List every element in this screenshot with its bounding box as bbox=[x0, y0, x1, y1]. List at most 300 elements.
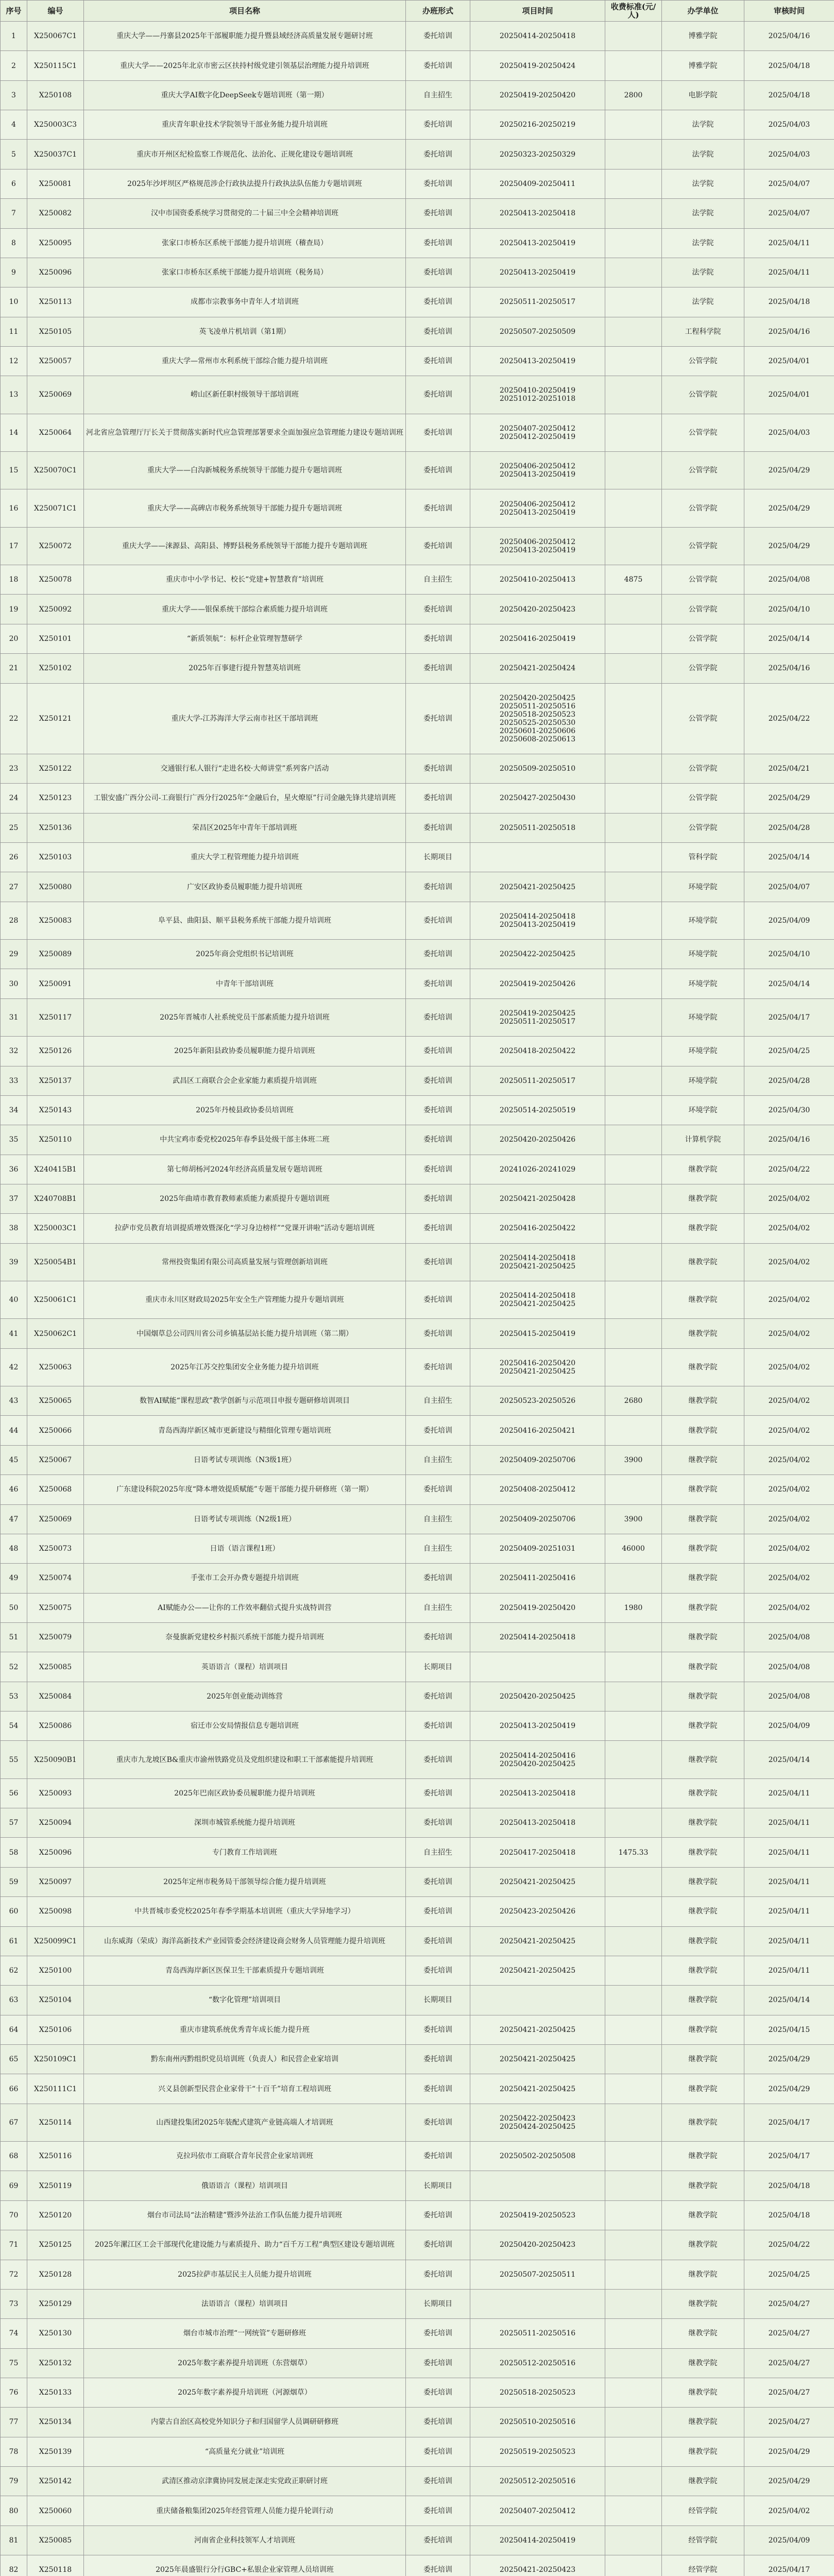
table-row bbox=[1, 1838, 834, 1867]
table-row bbox=[1, 754, 834, 783]
cell-project-name: 中共晋城市委党校2025年春季学期基本培训班（重庆大学异地学习） bbox=[84, 1897, 406, 1926]
cell-index: 22 bbox=[1, 683, 27, 754]
cell-organizer: 继教学院 bbox=[662, 1711, 744, 1741]
cell-project-time: 20250416-20250422 bbox=[470, 1214, 605, 1243]
cell-code: X250094 bbox=[27, 1808, 84, 1838]
cell-review-date: 2025/04/03 bbox=[744, 414, 834, 451]
cell-project-time: 20250416-20250421 bbox=[470, 1416, 605, 1445]
cell-project-time: 20250427-20250430 bbox=[470, 784, 605, 813]
cell-fee bbox=[605, 452, 662, 489]
cell-format: 委托培训 bbox=[406, 1214, 470, 1243]
cell-code: X250057 bbox=[27, 346, 84, 376]
cell-fee bbox=[605, 1808, 662, 1838]
cell-project-name: 中青年干部培训班 bbox=[84, 969, 406, 998]
cell-index: 23 bbox=[1, 754, 27, 783]
cell-index: 72 bbox=[1, 2260, 27, 2289]
cell-project-name: 宿迁市公安局情报信息专题培训班 bbox=[84, 1711, 406, 1741]
cell-project-name: 中国烟草总公司四川省公司乡镇基层站长能力提升培训班（第二期） bbox=[84, 1319, 406, 1348]
cell-format: 委托培训 bbox=[406, 1416, 470, 1445]
cell-index: 51 bbox=[1, 1622, 27, 1652]
table-row bbox=[1, 1652, 834, 1682]
table-row bbox=[1, 1416, 834, 1445]
table-row bbox=[1, 51, 834, 80]
cell-organizer: 继教学院 bbox=[662, 1475, 744, 1504]
cell-project-time: 20250421-20250425 bbox=[470, 872, 605, 902]
cell-review-date: 2025/04/29 bbox=[744, 489, 834, 527]
cell-format: 委托培训 bbox=[406, 1778, 470, 1808]
cell-organizer: 法学院 bbox=[662, 258, 744, 287]
cell-index: 55 bbox=[1, 1741, 27, 1778]
cell-project-name: 重庆大学——丹寨县2025年干部履职能力提升暨县域经济高质量发展专题研讨班 bbox=[84, 22, 406, 51]
cell-project-time: 20250414-20250416 20250420-20250425 bbox=[470, 1741, 605, 1778]
cell-project-time: 20250408-20250412 bbox=[470, 1475, 605, 1504]
cell-index: 64 bbox=[1, 2015, 27, 2044]
cell-review-date: 2025/04/28 bbox=[744, 813, 834, 842]
cell-project-name: 深圳市城管系统能力提升培训班 bbox=[84, 1808, 406, 1838]
cell-project-name: 内蒙古自治区高校党外知识分子和归国留学人员调研研修班 bbox=[84, 2408, 406, 2437]
cell-project-name: 河南省企业科技领军人才培训班 bbox=[84, 2526, 406, 2555]
cell-project-name: 阜平县、曲阳县、顺平县税务系统干部能力提升培训班 bbox=[84, 902, 406, 939]
cell-code: X250093 bbox=[27, 1778, 84, 1808]
cell-project-time: 20250413-20250418 bbox=[470, 1808, 605, 1838]
table-row bbox=[1, 1445, 834, 1475]
cell-fee bbox=[605, 683, 662, 754]
cell-code: X250073 bbox=[27, 1534, 84, 1563]
table-row bbox=[1, 287, 834, 317]
cell-index: 14 bbox=[1, 414, 27, 451]
cell-project-time: 20250421-20250425 bbox=[470, 2045, 605, 2074]
cell-review-date: 2025/04/03 bbox=[744, 110, 834, 140]
table-row bbox=[1, 1682, 834, 1711]
cell-format: 委托培训 bbox=[406, 683, 470, 754]
cell-fee: 1980 bbox=[605, 1593, 662, 1622]
cell-format: 委托培训 bbox=[406, 2348, 470, 2378]
cell-review-date: 2025/04/16 bbox=[744, 22, 834, 51]
table-row bbox=[1, 1926, 834, 1956]
cell-project-time: 20250421-20250425 bbox=[470, 1867, 605, 1896]
cell-organizer: 经管学院 bbox=[662, 2526, 744, 2555]
cell-code: X250082 bbox=[27, 199, 84, 228]
cell-organizer: 继教学院 bbox=[662, 1534, 744, 1563]
cell-project-time: 20250418-20250422 bbox=[470, 1037, 605, 1066]
cell-format: 委托培训 bbox=[406, 2408, 470, 2437]
cell-code: X250061C1 bbox=[27, 1281, 84, 1319]
cell-index: 57 bbox=[1, 1808, 27, 1838]
cell-organizer: 继教学院 bbox=[662, 2378, 744, 2407]
cell-organizer: 公管学院 bbox=[662, 784, 744, 813]
cell-review-date: 2025/04/08 bbox=[744, 565, 834, 595]
cell-project-time: 20250502-20250508 bbox=[470, 2142, 605, 2171]
cell-format: 自主招生 bbox=[406, 1593, 470, 1622]
cell-review-date: 2025/04/02 bbox=[744, 1319, 834, 1348]
cell-organizer: 继教学院 bbox=[662, 1386, 744, 1416]
cell-index: 61 bbox=[1, 1926, 27, 1956]
cell-review-date: 2025/04/27 bbox=[744, 2408, 834, 2437]
table-row bbox=[1, 595, 834, 624]
cell-index: 81 bbox=[1, 2526, 27, 2555]
cell-organizer: 公管学院 bbox=[662, 683, 744, 754]
table-row bbox=[1, 1184, 834, 1213]
cell-code: X250117 bbox=[27, 998, 84, 1036]
table-row bbox=[1, 2348, 834, 2378]
cell-format: 委托培训 bbox=[406, 317, 470, 346]
cell-index: 80 bbox=[1, 2496, 27, 2526]
cell-project-name: 中共宝鸡市委党校2025年春季县处级干部主体班二班 bbox=[84, 1125, 406, 1155]
cell-project-name: 重庆大学-江苏海洋大学云南市社区干部培训班 bbox=[84, 683, 406, 754]
cell-fee bbox=[605, 1564, 662, 1593]
cell-index: 29 bbox=[1, 940, 27, 969]
cell-review-date: 2025/04/02 bbox=[744, 1534, 834, 1563]
cell-project-time: 20250409-20250706 bbox=[470, 1445, 605, 1475]
cell-organizer: 环境学院 bbox=[662, 1066, 744, 1095]
cell-fee bbox=[605, 2171, 662, 2200]
cell-format: 委托培训 bbox=[406, 140, 470, 169]
cell-review-date: 2025/04/03 bbox=[744, 140, 834, 169]
cell-format: 委托培训 bbox=[406, 2496, 470, 2526]
cell-review-date: 2025/04/29 bbox=[744, 2074, 834, 2104]
cell-project-name: 重庆青年职业技术学院领导干部业务能力提升培训班 bbox=[84, 110, 406, 140]
cell-index: 42 bbox=[1, 1348, 27, 1386]
cell-format: 委托培训 bbox=[406, 2200, 470, 2230]
cell-fee bbox=[605, 1926, 662, 1956]
cell-index: 48 bbox=[1, 1534, 27, 1563]
cell-review-date: 2025/04/16 bbox=[744, 654, 834, 683]
cell-index: 56 bbox=[1, 1778, 27, 1808]
cell-project-name: 日语考试专项训练（N2级1班） bbox=[84, 1504, 406, 1534]
table-row bbox=[1, 1622, 834, 1652]
cell-fee bbox=[605, 595, 662, 624]
cell-project-time: 20250410-20250413 bbox=[470, 565, 605, 595]
cell-fee bbox=[605, 1214, 662, 1243]
table-row bbox=[1, 2496, 834, 2526]
cell-project-time: 20250417-20250418 bbox=[470, 1838, 605, 1867]
cell-code: X240415B1 bbox=[27, 1155, 84, 1184]
cell-fee bbox=[605, 1867, 662, 1896]
cell-fee bbox=[605, 2045, 662, 2074]
cell-project-name: 2025年数字素养提升培训班（河源烟草） bbox=[84, 2378, 406, 2407]
cell-project-time: 20250420-20250425 20250511-20250516 20250518-20250523 20250525-20250530 20250601-20250606 20250608-20250613 bbox=[470, 683, 605, 754]
cell-organizer: 继教学院 bbox=[662, 1445, 744, 1475]
table-row bbox=[1, 2467, 834, 2496]
table-row bbox=[1, 1214, 834, 1243]
cell-fee bbox=[605, 414, 662, 451]
cell-review-date: 2025/04/16 bbox=[744, 317, 834, 346]
cell-organizer: 继教学院 bbox=[662, 2171, 744, 2200]
cell-index: 49 bbox=[1, 1564, 27, 1593]
cell-project-name: 克拉玛依市工商联合青年民营企业家培训班 bbox=[84, 2142, 406, 2171]
cell-code: X250095 bbox=[27, 228, 84, 258]
cell-review-date: 2025/04/14 bbox=[744, 842, 834, 872]
cell-project-name: 重庆大学工程管理能力提升培训班 bbox=[84, 842, 406, 872]
cell-fee: 2680 bbox=[605, 1386, 662, 1416]
cell-code: X250054B1 bbox=[27, 1243, 84, 1281]
cell-fee bbox=[605, 940, 662, 969]
cell-review-date: 2025/04/29 bbox=[744, 527, 834, 565]
cell-format: 委托培训 bbox=[406, 287, 470, 317]
cell-index: 2 bbox=[1, 51, 27, 80]
table-row bbox=[1, 346, 834, 376]
table-row bbox=[1, 527, 834, 565]
cell-organizer: 公管学院 bbox=[662, 754, 744, 783]
cell-project-time: 20250420-20250423 bbox=[470, 595, 605, 624]
cell-code: X250003C3 bbox=[27, 110, 84, 140]
cell-project-name: 重庆市中小学书记、校长“党建+智慧教育”培训班 bbox=[84, 565, 406, 595]
cell-review-date: 2025/04/08 bbox=[744, 1682, 834, 1711]
cell-project-time: 20250413-20250419 bbox=[470, 1711, 605, 1741]
cell-project-time: 20250406-20250412 20250413-20250419 bbox=[470, 452, 605, 489]
cell-organizer: 公管学院 bbox=[662, 565, 744, 595]
cell-index: 46 bbox=[1, 1475, 27, 1504]
cell-format: 委托培训 bbox=[406, 872, 470, 902]
cell-format: 委托培训 bbox=[406, 1281, 470, 1319]
cell-format: 委托培训 bbox=[406, 228, 470, 258]
table-row bbox=[1, 169, 834, 198]
table-row bbox=[1, 1066, 834, 1095]
cell-format: 委托培训 bbox=[406, 1095, 470, 1125]
cell-review-date: 2025/04/11 bbox=[744, 228, 834, 258]
cell-code: X250122 bbox=[27, 754, 84, 783]
cell-organizer: 继教学院 bbox=[662, 2289, 744, 2318]
cell-format: 委托培训 bbox=[406, 902, 470, 939]
cell-format: 委托培训 bbox=[406, 2230, 470, 2260]
cell-code: X250080 bbox=[27, 872, 84, 902]
cell-code: X250125 bbox=[27, 2230, 84, 2260]
cell-fee bbox=[605, 2015, 662, 2044]
cell-project-name: 2025年百事建行提升智慧英培训班 bbox=[84, 654, 406, 683]
cell-review-date: 2025/04/11 bbox=[744, 1926, 834, 1956]
cell-code: X250060 bbox=[27, 2496, 84, 2526]
cell-review-date: 2025/04/16 bbox=[744, 1125, 834, 1155]
cell-index: 3 bbox=[1, 80, 27, 110]
cell-project-time: 20250413-20250419 bbox=[470, 346, 605, 376]
cell-format: 委托培训 bbox=[406, 654, 470, 683]
table-row bbox=[1, 1593, 834, 1622]
cell-index: 6 bbox=[1, 169, 27, 198]
cell-fee bbox=[605, 1475, 662, 1504]
cell-project-name: “数字化管理”培训项目 bbox=[84, 1986, 406, 2015]
cell-review-date: 2025/04/02 bbox=[744, 1386, 834, 1416]
cell-format: 委托培训 bbox=[406, 258, 470, 287]
cell-organizer: 博雅学院 bbox=[662, 51, 744, 80]
cell-project-time: 20250510-20250516 bbox=[470, 2408, 605, 2437]
cell-fee: 3900 bbox=[605, 1504, 662, 1534]
cell-review-date: 2025/04/14 bbox=[744, 624, 834, 653]
cell-project-name: 2025年江苏交控集团安全业务能力提升培训班 bbox=[84, 1348, 406, 1386]
cell-index: 47 bbox=[1, 1504, 27, 1534]
table-row bbox=[1, 2526, 834, 2555]
cell-fee bbox=[605, 1956, 662, 1985]
cell-organizer: 法学院 bbox=[662, 110, 744, 140]
cell-project-time: 20250407-20250412 bbox=[470, 2496, 605, 2526]
cell-code: X250092 bbox=[27, 595, 84, 624]
cell-index: 26 bbox=[1, 842, 27, 872]
cell-project-time: 20250421-20250423 bbox=[470, 2555, 605, 2576]
cell-organizer: 继教学院 bbox=[662, 1155, 744, 1184]
table-row bbox=[1, 228, 834, 258]
cell-project-name: 拉萨市党员教育培训提质增效暨深化“学习身边榜样”“党课开讲啦”活动专题培训班 bbox=[84, 1214, 406, 1243]
table-row bbox=[1, 1808, 834, 1838]
cell-format: 长期项目 bbox=[406, 1986, 470, 2015]
cell-code: X250085 bbox=[27, 1652, 84, 1682]
cell-project-time bbox=[470, 842, 605, 872]
cell-organizer: 继教学院 bbox=[662, 1778, 744, 1808]
cell-code: X250096 bbox=[27, 258, 84, 287]
cell-project-time: 20241026-20241029 bbox=[470, 1155, 605, 1184]
table-row bbox=[1, 1504, 834, 1534]
cell-index: 79 bbox=[1, 2467, 27, 2496]
cell-format: 委托培训 bbox=[406, 346, 470, 376]
cell-project-time: 20250511-20250517 bbox=[470, 1066, 605, 1095]
cell-format: 委托培训 bbox=[406, 2437, 470, 2466]
cell-format: 委托培训 bbox=[406, 1564, 470, 1593]
cell-index: 13 bbox=[1, 376, 27, 414]
table-row bbox=[1, 2230, 834, 2260]
cell-project-time: 20250421-20250424 bbox=[470, 654, 605, 683]
cell-project-time bbox=[470, 1652, 605, 1682]
table-row bbox=[1, 140, 834, 169]
cell-organizer: 继教学院 bbox=[662, 2408, 744, 2437]
cell-code: X250110 bbox=[27, 1125, 84, 1155]
cell-project-time: 20250406-20250412 20250413-20250419 bbox=[470, 489, 605, 527]
cell-review-date: 2025/04/08 bbox=[744, 1652, 834, 1682]
cell-index: 28 bbox=[1, 902, 27, 939]
cell-fee bbox=[605, 1711, 662, 1741]
cell-project-time: 20250421-20250425 bbox=[470, 2074, 605, 2104]
cell-review-date: 2025/04/11 bbox=[744, 1897, 834, 1926]
cell-project-name: 河北省应急管理厅厅长关于贯彻落实新时代应急管理部署要求全面加强应急管理能力建设专题培训班 bbox=[84, 414, 406, 451]
cell-organizer: 环境学院 bbox=[662, 872, 744, 902]
cell-project-time: 20250409-20250706 bbox=[470, 1504, 605, 1534]
cell-format: 委托培训 bbox=[406, 1622, 470, 1652]
cell-fee bbox=[605, 969, 662, 998]
cell-organizer: 继教学院 bbox=[662, 2319, 744, 2348]
cell-format: 长期项目 bbox=[406, 2289, 470, 2318]
cell-fee bbox=[605, 1652, 662, 1682]
cell-index: 20 bbox=[1, 624, 27, 653]
cell-review-date: 2025/04/14 bbox=[744, 1741, 834, 1778]
header-project-time: 项目时间 bbox=[470, 1, 605, 22]
cell-project-time: 20250518-20250523 bbox=[470, 2378, 605, 2407]
cell-review-date: 2025/04/21 bbox=[744, 754, 834, 783]
cell-format: 委托培训 bbox=[406, 1243, 470, 1281]
cell-project-time: 20250413-20250419 bbox=[470, 258, 605, 287]
cell-project-time: 20250409-20251031 bbox=[470, 1534, 605, 1563]
cell-format: 委托培训 bbox=[406, 2319, 470, 2348]
cell-project-time: 20250413-20250418 bbox=[470, 199, 605, 228]
cell-review-date: 2025/04/07 bbox=[744, 199, 834, 228]
cell-organizer: 继教学院 bbox=[662, 1986, 744, 2015]
cell-code: X250142 bbox=[27, 2467, 84, 2496]
cell-fee bbox=[605, 1066, 662, 1095]
cell-fee bbox=[605, 2319, 662, 2348]
cell-code: X250091 bbox=[27, 969, 84, 998]
cell-organizer: 继教学院 bbox=[662, 1867, 744, 1896]
cell-project-time: 20250514-20250519 bbox=[470, 1095, 605, 1125]
cell-review-date: 2025/04/18 bbox=[744, 80, 834, 110]
table-row bbox=[1, 940, 834, 969]
cell-organizer: 环境学院 bbox=[662, 998, 744, 1036]
table-row bbox=[1, 998, 834, 1036]
cell-format: 委托培训 bbox=[406, 2378, 470, 2407]
cell-fee bbox=[605, 1037, 662, 1066]
cell-project-time: 20250512-20250516 bbox=[470, 2348, 605, 2378]
cell-project-name: 2025年沙坪坝区严格规范涉企行政执法提升行政执法队伍能力专题培训班 bbox=[84, 169, 406, 198]
cell-code: X250097 bbox=[27, 1867, 84, 1896]
table-row bbox=[1, 414, 834, 451]
cell-fee bbox=[605, 2496, 662, 2526]
cell-code: X250119 bbox=[27, 2171, 84, 2200]
cell-project-time: 20250421-20250428 bbox=[470, 1184, 605, 1213]
cell-project-time: 20250419-20250426 bbox=[470, 969, 605, 998]
cell-fee bbox=[605, 2142, 662, 2171]
cell-project-name: 工银安盛广西分公司-工商银行广西分行2025年“金融后台，星火燎原”行司金融先锋共建培训班 bbox=[84, 784, 406, 813]
cell-code: X250037C1 bbox=[27, 140, 84, 169]
cell-index: 74 bbox=[1, 2319, 27, 2348]
cell-project-time: 20250414-20250418 20250413-20250419 bbox=[470, 902, 605, 939]
cell-project-name: 2025年晋城市人社系统党员干部素质能力提升培训班 bbox=[84, 998, 406, 1036]
cell-review-date: 2025/04/29 bbox=[744, 784, 834, 813]
table-row bbox=[1, 1986, 834, 2015]
table-row bbox=[1, 2437, 834, 2466]
cell-format: 自主招生 bbox=[406, 565, 470, 595]
cell-project-time: 20250419-20250420 bbox=[470, 80, 605, 110]
cell-index: 37 bbox=[1, 1184, 27, 1213]
cell-format: 委托培训 bbox=[406, 1711, 470, 1741]
cell-fee bbox=[605, 2104, 662, 2141]
cell-index: 52 bbox=[1, 1652, 27, 1682]
cell-review-date: 2025/04/22 bbox=[744, 1155, 834, 1184]
table-row bbox=[1, 1564, 834, 1593]
table-row bbox=[1, 842, 834, 872]
cell-format: 委托培训 bbox=[406, 51, 470, 80]
cell-project-name: 重庆储备粮集团2025年经营管理人员能力提升轮训行动 bbox=[84, 2496, 406, 2526]
cell-project-name: 重庆大学——高碑店市税务系统领导干部能力提升专题培训班 bbox=[84, 489, 406, 527]
cell-format: 委托培训 bbox=[406, 1475, 470, 1504]
cell-organizer: 继教学院 bbox=[662, 2437, 744, 2466]
cell-fee bbox=[605, 140, 662, 169]
cell-code: X250113 bbox=[27, 287, 84, 317]
table-row bbox=[1, 2555, 834, 2576]
cell-project-name: 重庆大学AI数字化DeepSeek专题培训班（第一期） bbox=[84, 80, 406, 110]
cell-fee bbox=[605, 1682, 662, 1711]
cell-project-name: 手张市工会开办费专题提升培训班 bbox=[84, 1564, 406, 1593]
cell-code: X250069 bbox=[27, 1504, 84, 1534]
cell-code: X250132 bbox=[27, 2348, 84, 2378]
cell-project-time: 20250509-20250510 bbox=[470, 754, 605, 783]
cell-index: 1 bbox=[1, 22, 27, 51]
cell-format: 委托培训 bbox=[406, 414, 470, 451]
cell-organizer: 继教学院 bbox=[662, 2074, 744, 2104]
cell-format: 自主招生 bbox=[406, 80, 470, 110]
cell-project-time: 20250414-20250419 bbox=[470, 2526, 605, 2555]
cell-fee bbox=[605, 527, 662, 565]
cell-organizer: 继教学院 bbox=[662, 1838, 744, 1867]
cell-index: 45 bbox=[1, 1445, 27, 1475]
cell-fee bbox=[605, 2289, 662, 2318]
cell-fee: 3900 bbox=[605, 1445, 662, 1475]
cell-organizer: 电影学院 bbox=[662, 80, 744, 110]
cell-organizer: 经管学院 bbox=[662, 2555, 744, 2576]
cell-index: 43 bbox=[1, 1386, 27, 1416]
cell-organizer: 继教学院 bbox=[662, 1504, 744, 1534]
cell-organizer: 环境学院 bbox=[662, 1037, 744, 1066]
cell-project-time: 20250507-20250509 bbox=[470, 317, 605, 346]
cell-format: 委托培训 bbox=[406, 754, 470, 783]
cell-fee bbox=[605, 376, 662, 414]
cell-project-name: 法语语言（课程）培训项目 bbox=[84, 2289, 406, 2318]
cell-organizer: 法学院 bbox=[662, 169, 744, 198]
cell-code: X250134 bbox=[27, 2408, 84, 2437]
